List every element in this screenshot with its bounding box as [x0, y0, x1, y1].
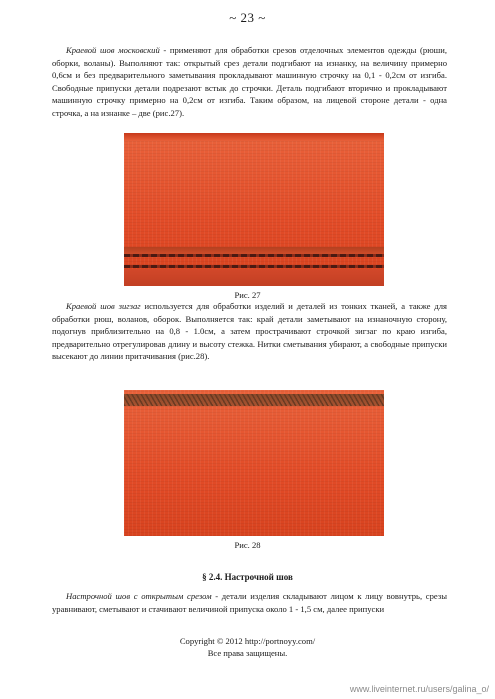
copyright-line: Copyright © 2012 http://portnoyy.com/: [179, 636, 316, 646]
figure-28-photo: [124, 390, 384, 536]
term-topstitch-seam: Настрочной шов с открытым срезом: [66, 591, 212, 601]
paragraph-text: используется для обработки изделий и деталей из тонких тканей, а также для обработки рюш, воланов, оборок. Выполняется так: край детали заметывают на изнаночную сторону, подогнув приблизительно на 0,8 - 1.0см, а затем прострачивают строчкой зигзаг по краю изгиба, предварительно отрегулировав длину и высоту стежка. Нитки сметывания убирают, а свободные припуски высекают до линии притачивания (рис.28).: [52, 301, 447, 362]
figure-27-photo: [124, 133, 384, 286]
figure-28-caption: Рис. 28: [234, 540, 261, 550]
stitch-line-1: [124, 254, 384, 257]
stitch-line-2: [124, 265, 384, 268]
paragraph-topstitch-seam: [52, 590, 447, 615]
paragraph-zigzag-seam: [52, 300, 447, 363]
paragraph-moscow-seam: [52, 44, 447, 120]
term-zigzag-seam: Краевой шов зигзаг: [66, 301, 141, 311]
zigzag-edge: [124, 394, 384, 406]
page-number: ~ 23 ~: [229, 10, 266, 25]
paragraph-text: - детали изделия складывают лицом к лицу вовнутрь, срезы уравнивают, сметывают и стачивают величиной припуска около 1 - 1,5 см, далее припуски: [52, 591, 447, 614]
term-moscow-seam: Краевой шов московский: [66, 45, 160, 55]
figure-27-caption: Рис. 27: [234, 290, 261, 300]
fabric-fold-bottom: [124, 269, 384, 286]
rights-line: Все права защищены.: [207, 648, 288, 658]
paragraph-text: - применяют для обработки срезов отделочных элементов одежды (рюши, оборки, воланы). Выполняют так: открытый срез детали подгибают на изнанку, на величину примерно 0,6см и без предварительного заметывания прокладывают машинную строчку на 0,1 - 0,2см от изгиба. Свободные припуски детали подрезают встык до строчки. Деталь подгибают вторично и прокладывают машинную строчку примерно на 0,2см от изгиба. Таким образом, на лицевой стороне детали - одна строчка, а на изнанке – две (рис.27).: [52, 45, 447, 118]
fabric-texture: [124, 133, 384, 286]
fabric-fold-top: [124, 133, 384, 141]
fabric-texture: [124, 390, 384, 536]
section-heading: § 2.4. Настрочной шов: [202, 572, 293, 582]
watermark-url: www.liveinternet.ru/users/galina_o/: [349, 684, 489, 694]
